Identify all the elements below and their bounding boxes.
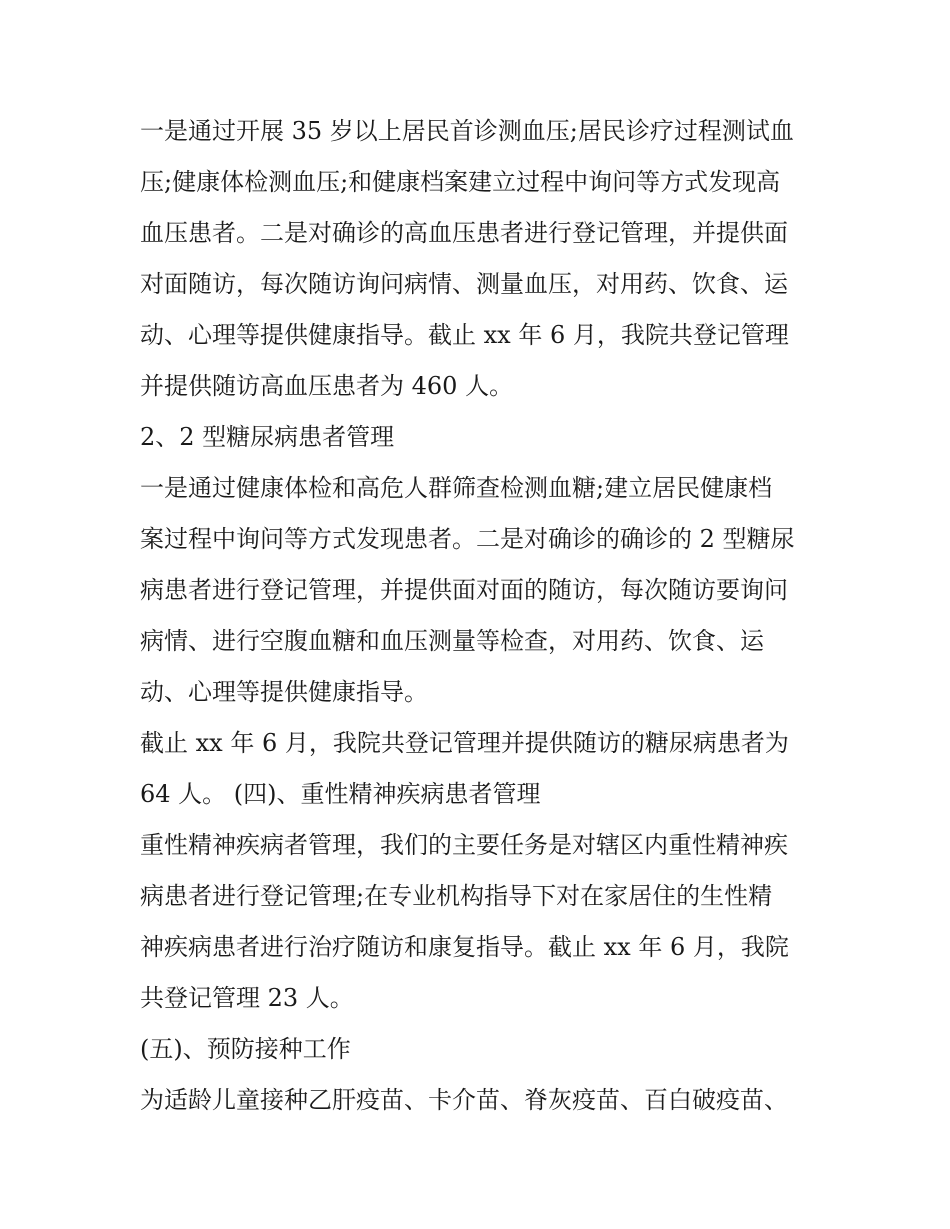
section-heading: 2、2 型糖尿病患者管理	[140, 423, 395, 451]
text-line: 64 人。 (四)、重性精神疾病患者管理	[140, 780, 541, 808]
text-line: 动、心理等提供健康指导。截止 xx 年 6 月，我院共登记管理	[140, 321, 789, 349]
text-line: 并提供随访高血压患者为 460 人。	[140, 372, 514, 400]
text-line: 为适龄儿童接种乙肝疫苗、卡介苗、脊灰疫苗、百白破疫苗、	[140, 1086, 788, 1114]
text-line: 压;健康体检测血压;和健康档案建立过程中询问等方式发现高	[140, 168, 781, 196]
text-line: 病患者进行登记管理;在专业机构指导下对在家居住的生性精	[140, 882, 773, 910]
document-body	[140, 106, 820, 1126]
text-line: 一是通过健康体检和高危人群筛查检测血糖;建立居民健康档	[140, 474, 773, 502]
text-line: 病情、进行空腹血糖和血压测量等检查，对用药、饮食、运	[140, 627, 764, 655]
text-line: 动、心理等提供健康指导。	[140, 678, 428, 706]
section-heading: (五)、预防接种工作	[140, 1035, 351, 1063]
text-line: 截止 xx 年 6 月，我院共登记管理并提供随访的糖尿病患者为	[140, 729, 789, 757]
text-line: 神疾病患者进行治疗随访和康复指导。截止 xx 年 6 月，我院	[140, 933, 789, 961]
text-line: 重性精神疾病者管理，我们的主要任务是对辖区内重性精神疾	[140, 831, 788, 859]
text-line: 案过程中询问等方式发现患者。二是对确诊的确诊的 2 型糖尿	[140, 525, 795, 553]
text-line: 一是通过开展 35 岁以上居民首诊测血压;居民诊疗过程测试血	[140, 117, 794, 145]
text-line: 共登记管理 23 人。	[140, 984, 354, 1012]
text-line: 病患者进行登记管理，并提供面对面的随访，每次随访要询问	[140, 576, 788, 604]
text-line: 对面随访，每次随访询问病情、测量血压，对用药、饮食、运	[140, 270, 788, 298]
text-line: 血压患者。二是对确诊的高血压患者进行登记管理，并提供面	[140, 219, 788, 247]
